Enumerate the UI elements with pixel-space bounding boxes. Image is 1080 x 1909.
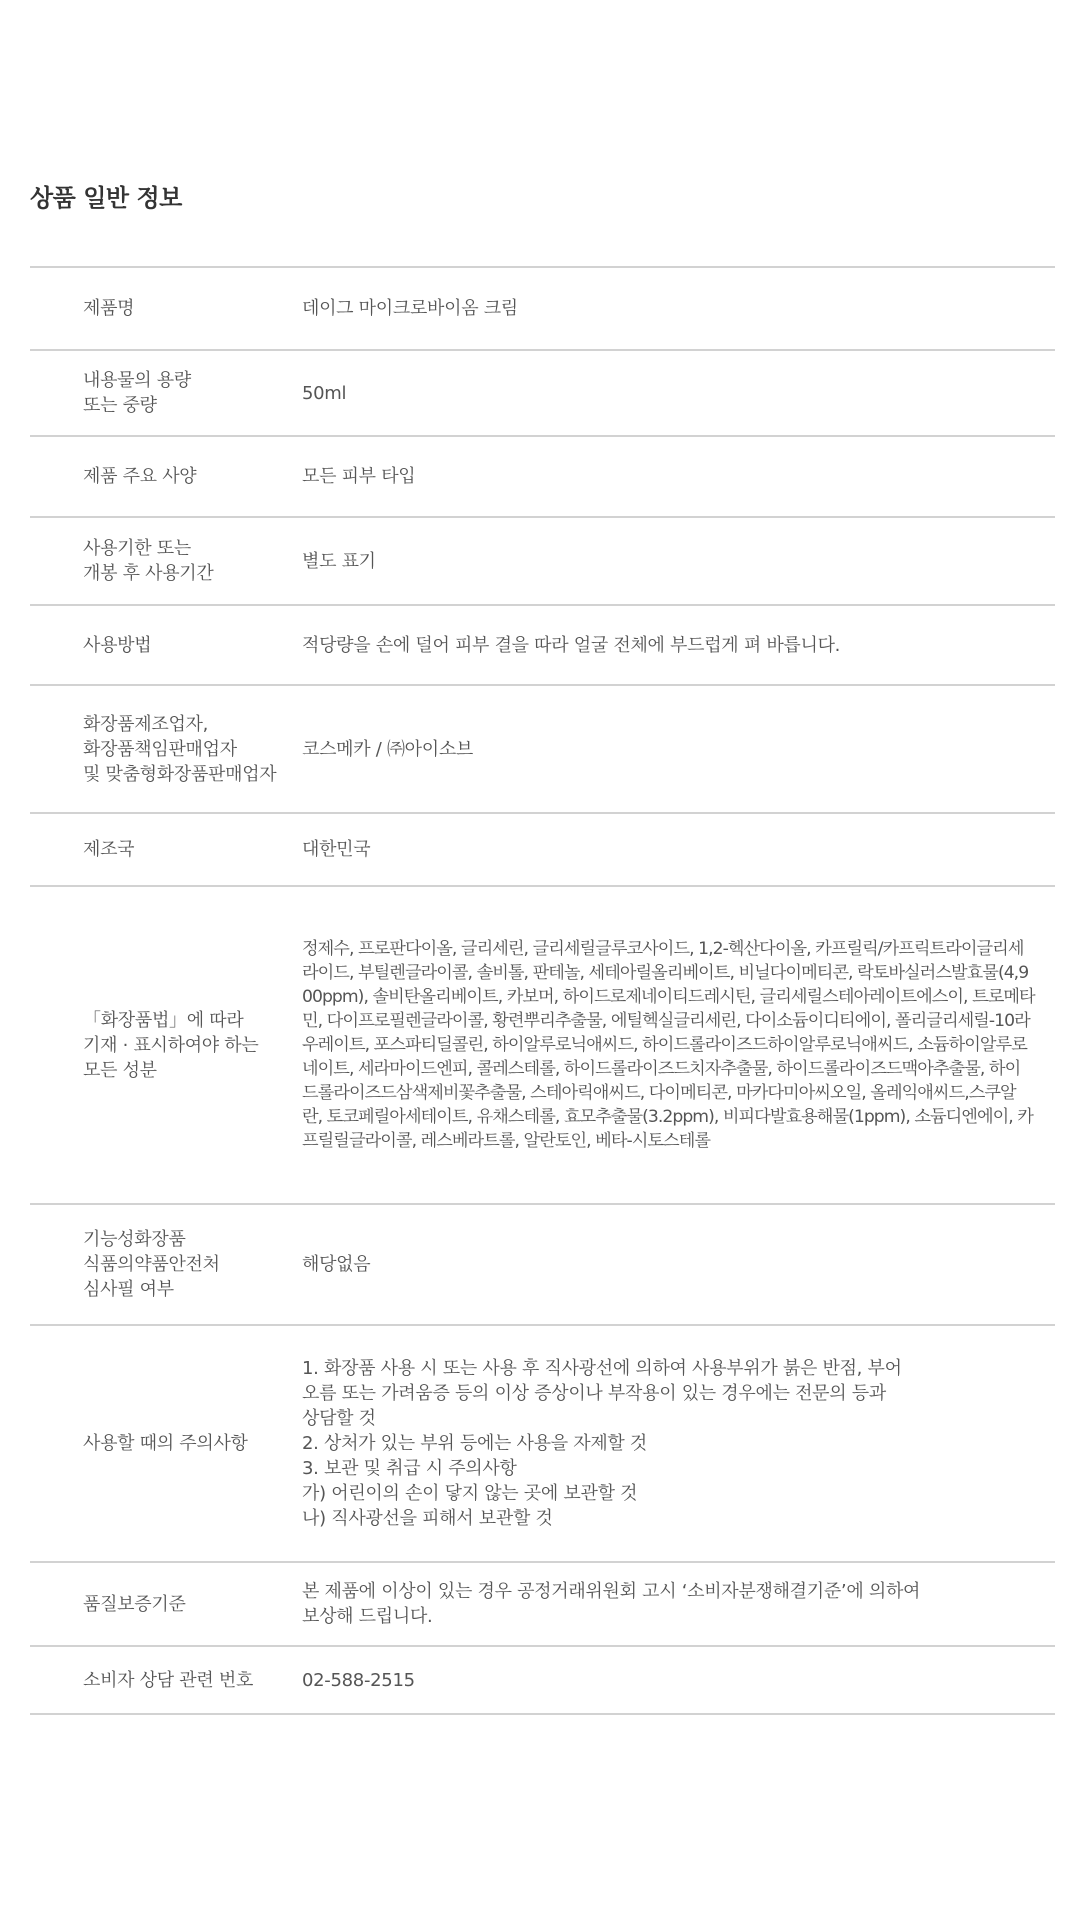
row-value: 본 제품에 이상이 있는 경우 공정거래위원회 고시 ‘소비자분쟁해결기준’에 의하여 보상해 드립니다. <box>302 1581 921 1627</box>
section-title: 상품 일반 정보 <box>30 184 182 212</box>
row-label: 기능성화장품 식품의약품안전처 심사필 여부 <box>83 1229 220 1300</box>
row-label: 제품 주요 사양 <box>83 466 197 487</box>
row-usage <box>30 606 1055 686</box>
row-functional-review <box>30 1205 1055 1326</box>
row-value: 1. 화장품 사용 시 또는 사용 후 직사광선에 의하여 사용부위가 붉은 반점, 부어 오름 또는 가려움증 등의 이상 증상이나 부작용이 있는 경우에는 전문의 등과 상담할 것 2. 상처가 있는 부위 등에는 사용을 자제할 것 3. 보관 및 취급 시 주의사항 가) 어린이의 손이 닿지 않는 곳에 보관할 것 나) 직사광선을 피해서 보관할 것 <box>302 1358 902 1529</box>
row-manufacturer <box>30 686 1055 814</box>
row-label: 품질보증기준 <box>83 1593 186 1615</box>
row-label: 제품명 <box>83 298 135 319</box>
row-label: 화장품제조업자, 화장품책임판매업자 및 맞춤형화장품판매업자 <box>83 713 277 785</box>
row-value: 데이그 마이크로바이옴 크림 <box>302 298 518 319</box>
row-label: 「화장품법」에 따라 기재 · 표시하여야 하는 모든 성분 <box>83 1009 259 1081</box>
row-value: 대한민국 <box>302 839 371 860</box>
row-value: 정제수, 프로판다이올, 글리세린, 글리세릴글루코사이드, 1,2-헥산다이올, 카프릴릭/카프릭트라이글리세라이드, 부틸렌글라이콜, 솔비톨, 판테놀, 세테아릴올리베이트, 비닐다이메티콘, 락토바실러스발효물(4,900ppm), 솔비탄올리베이트, 카보머, 하이드로제네이티드레시틴, 글리세릴스테아레이트에스이, 트로메타민, 다이프로필렌글라이콜, 황련뿌리추출물, 에틸헥실글리세린, 다이소듐이디티에이, 폴리글리세릴-10라우레이트, 포스파티딜콜린, 하이알루로닉애씨드, 하이드롤라이즈드하이알루로닉애씨드, 소듐하이알루로네이트, 세라마이드엔피, 콜레스테롤, 하이드롤라이즈드치자추출물, 하이드롤라이즈드맥아추출물, 하이드롤라이즈드삼색제비꽃추출물, 스테아릭애씨드, 다이메티콘, 마카다미아씨오일, 올레익애씨드,스쿠알란, 토코페릴아세테이트, 유채스테롤, 효모추출물(3.2ppm), 비피다발효용해물(1ppm), 소듐디엔에이, 카프릴릴글라이콜, 레스베라트롤, 알란토인, 베타-시토스테롤 <box>302 939 1035 1151</box>
row-value: 02-588-2515 <box>302 1669 415 1691</box>
row-label: 소비자 상담 관련 번호 <box>83 1669 254 1691</box>
row-main-spec <box>30 437 1055 518</box>
row-precautions <box>30 1326 1055 1563</box>
row-value: 코스메카 / ㈜아이소브 <box>302 738 474 760</box>
row-label: 내용물의 용량 또는 중량 <box>83 370 191 416</box>
row-consumer-contact <box>30 1647 1055 1715</box>
row-value: 적당량을 손에 덜어 피부 결을 따라 얼굴 전체에 부드럽게 펴 바릅니다. <box>302 634 841 656</box>
row-label: 사용할 때의 주의사항 <box>83 1433 248 1454</box>
row-capacity <box>30 351 1055 437</box>
row-ingredients <box>30 887 1055 1205</box>
row-quality-guarantee <box>30 1563 1055 1647</box>
row-country <box>30 814 1055 887</box>
row-expiry <box>30 518 1055 606</box>
row-value: 해당없음 <box>302 1254 371 1275</box>
row-label: 제조국 <box>83 839 135 860</box>
row-label: 사용기한 또는 개봉 후 사용기간 <box>83 538 214 584</box>
row-label: 사용방법 <box>83 634 152 656</box>
row-product-name <box>30 268 1055 351</box>
row-value: 별도 표기 <box>302 550 376 572</box>
row-value: 50ml <box>302 382 347 404</box>
product-info-table <box>30 266 1055 1715</box>
row-value: 모든 피부 타입 <box>302 466 416 487</box>
